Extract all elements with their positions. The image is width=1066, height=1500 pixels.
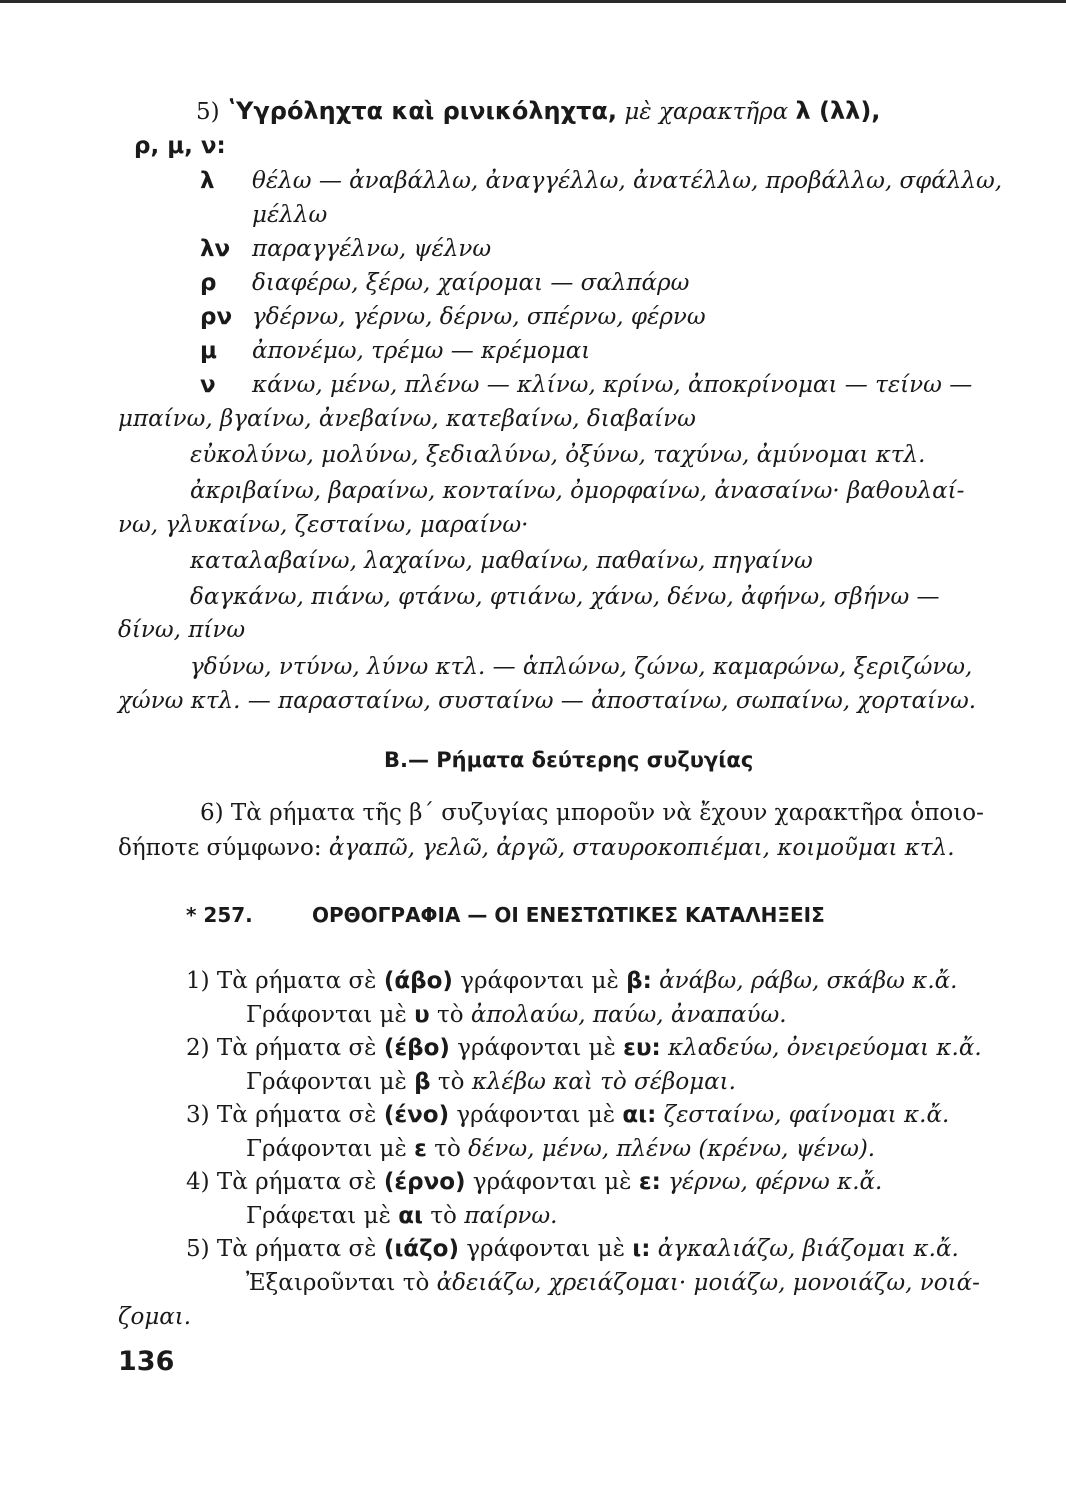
row-text: θέλω — ἀναβάλλω, ἀναγγέλλω, ἀνατέλλω, προβάλλω, σφάλλω, [252, 168, 1003, 194]
rule-5 [186, 1234, 959, 1264]
row-text: διαφέρω, ξέρω, χαίρομαι — σαλπάρω [252, 270, 690, 296]
rule-letter: ε: [638, 1169, 661, 1195]
rule-lead: Ἐξαιροῦνται τὸ [246, 1270, 430, 1296]
rule-examples: ἀγκαλιάζω, βιάζομαι κ.ἄ. [657, 1236, 959, 1262]
row-label: ρ [200, 270, 217, 296]
rule-examples: δένω, μένω, πλένω (κρένω, ψένω). [468, 1136, 876, 1162]
row-nu-cont-6: δαγκάνω, πιάνω, φτάνω, φτιάνω, χάνω, δένω, ἀφήνω, σβήνω — [190, 584, 940, 610]
section-5-heading-cont: ρ, μ, ν: [134, 133, 226, 159]
rule-ending: (έβο) [383, 1035, 450, 1061]
rule-letter: αι: [622, 1102, 657, 1128]
rule-verb: γράφονται μὲ [466, 1236, 625, 1262]
rule-letter: ι: [632, 1236, 651, 1262]
rule-examples: ἀπολαύω, παύω, ἀναπαύω. [470, 1002, 787, 1028]
paragraph-6-line-1: 6) Τὰ ρήματα τῆς β΄ συζυγίας μποροῦν νὰ ἔχουν χαρακτῆρα ὁποιο- [200, 800, 984, 826]
page-number: 136 [118, 1346, 175, 1377]
row-rho [200, 268, 689, 298]
row-text: γδέρνω, γέρνω, δέρνω, σπέρνω, φέρνω [252, 304, 706, 330]
rule-2 [186, 1033, 982, 1063]
section-title: ʽΥγρόληχτα καὶ ρινικόληχτα, [226, 97, 618, 125]
section-5-heading [196, 96, 880, 127]
row-label: μ [200, 338, 217, 364]
rule-letter: β [414, 1069, 431, 1095]
row-lambda [200, 166, 1002, 196]
row-nu-cont-1: μπαίνω, βγαίνω, ἀνεβαίνω, κατεβαίνω, διαβαίνω [118, 406, 696, 432]
rule-examples: παίρνω. [464, 1203, 558, 1229]
rule-3-exception [246, 1134, 875, 1164]
rule-examples: γέρνω, φέρνω κ.ἄ. [668, 1169, 883, 1195]
row-text: παραγγέλνω, ψέλνω [252, 236, 492, 262]
rule-lead: 3) Τὰ ρήματα σὲ [186, 1102, 377, 1128]
rule-examples: ἀνάβω, ράβω, σκάβω κ.ἄ. [659, 968, 958, 994]
rule-article: τὸ [437, 1002, 464, 1028]
row-label: ν [200, 372, 216, 398]
rule-verb: γράφονται μὲ [456, 1102, 616, 1128]
section-257-number: * 257. [186, 903, 253, 927]
rule-4 [186, 1167, 882, 1197]
section-number: 5) [196, 99, 220, 125]
rule-lead: 4) Τὰ ρήματα σὲ [186, 1169, 377, 1195]
rule-article: τὸ [437, 1069, 465, 1095]
section-title-mid: μὲ χαρακτῆρα [624, 99, 789, 125]
rule-letter: ε [414, 1136, 427, 1162]
rule-lead: Γράφονται μὲ [246, 1069, 407, 1095]
rule-ending: (άβο) [383, 968, 453, 994]
rule-article: τὸ [430, 1203, 457, 1229]
rule-verb: γράφονται μὲ [457, 1035, 616, 1061]
row-text: ἀπονέμω, τρέμω — κρέμομαι [252, 338, 591, 364]
rule-2-exception [246, 1067, 736, 1097]
rule-lead: 1) Τὰ ρήματα σὲ [186, 968, 377, 994]
section-b-heading: Β.— Ρήματα δεύτερης συζυγίας [384, 748, 754, 772]
rule-examples: ζεσταίνω, φαίνομαι κ.ἄ. [663, 1102, 950, 1128]
row-nu-cont-5: καταλαβαίνω, λαχαίνω, μαθαίνω, παθαίνω, πηγαίνω [190, 548, 813, 574]
paragraph-6-lead: δήποτε σύμφωνο: [118, 835, 322, 861]
row-nu-cont-7: δίνω, πίνω [118, 617, 246, 643]
rule-lead: 2) Τὰ ρήματα σὲ [186, 1035, 377, 1061]
rule-3 [186, 1100, 949, 1130]
row-lambda-cont: μέλλω [252, 202, 328, 228]
rule-5-exception-cont: ζομαι. [118, 1304, 192, 1330]
row-nu-cont-8: γδύνω, ντύνω, λύνω κτλ. — ἁπλώνω, ζώνω, καμαρώνω, ξεριζώνω, [190, 654, 973, 680]
rule-examples: ἀδειάζω, χρειάζομαι· μοιάζω, μονοιάζω, νοιά- [436, 1270, 980, 1296]
row-text: κάνω, μένω, πλένω — κλίνω, κρίνω, ἀποκρίνομαι — τείνω — [252, 372, 973, 398]
rule-lead: Γράφονται μὲ [246, 1136, 407, 1162]
row-nu [200, 370, 972, 400]
row-nu-cont-9: χώνω κτλ. — παρασταίνω, συσταίνω — ἀποσταίνω, σωπαίνω, χορταίνω. [118, 688, 977, 714]
row-nu-cont-2: εὐκολύνω, μολύνω, ξεδιαλύνω, ὀξύνω, ταχύνω, ἀμύνομαι κτλ. [190, 442, 926, 468]
rule-4-exception [246, 1201, 557, 1231]
rule-ending: (έρνο) [383, 1169, 466, 1195]
paragraph-6-line-2 [118, 833, 955, 863]
rule-letter: αι [398, 1203, 423, 1229]
rule-letter: ευ: [623, 1035, 661, 1061]
rule-5-exception [246, 1268, 980, 1298]
row-label: λν [200, 236, 231, 262]
row-rho-nu [200, 302, 706, 332]
row-mu [200, 336, 590, 366]
rule-ending: (ιάζο) [383, 1236, 459, 1262]
rule-ending: (ένο) [383, 1102, 450, 1128]
section-257-title: ΟΡΘΟΓΡΑΦΙΑ — ΟΙ ΕΝΕΣΤΩΤΙΚΕΣ ΚΑΤΑΛΗΞΕΙΣ [312, 903, 825, 927]
row-label: ρν [200, 304, 233, 330]
rule-examples: κλέβω καὶ τὸ σέβομαι. [471, 1069, 736, 1095]
rule-1 [186, 966, 958, 996]
rule-article: τὸ [434, 1136, 461, 1162]
rule-lead: 5) Τὰ ρήματα σὲ [186, 1236, 377, 1262]
rule-letter: υ [414, 1002, 430, 1028]
row-lambda-nu [200, 234, 491, 264]
rule-1-exception [246, 1000, 787, 1030]
page-edge-line [0, 0, 1066, 3]
rule-examples: κλαδεύω, ὀνειρεύομαι κ.ἄ. [668, 1035, 982, 1061]
rule-lead: Γράφονται μὲ [246, 1002, 407, 1028]
rule-letter: β: [626, 968, 652, 994]
rule-verb: γράφονται μὲ [472, 1169, 632, 1195]
row-nu-cont-4: νω, γλυκαίνω, ζεσταίνω, μαραίνω· [118, 512, 529, 538]
rule-lead: Γράφεται μὲ [246, 1203, 391, 1229]
rule-verb: γράφονται μὲ [460, 968, 619, 994]
row-label: λ [200, 168, 215, 194]
section-title-end: λ (λλ), [795, 97, 881, 125]
paragraph-6-examples: ἀγαπῶ, γελῶ, ἀργῶ, σταυροκοπιέμαι, κοιμοῦμαι κτλ. [328, 835, 955, 861]
row-nu-cont-3: ἀκριβαίνω, βαραίνω, κονταίνω, ὀμορφαίνω, ἀνασαίνω· βαθουλαί- [190, 478, 965, 504]
